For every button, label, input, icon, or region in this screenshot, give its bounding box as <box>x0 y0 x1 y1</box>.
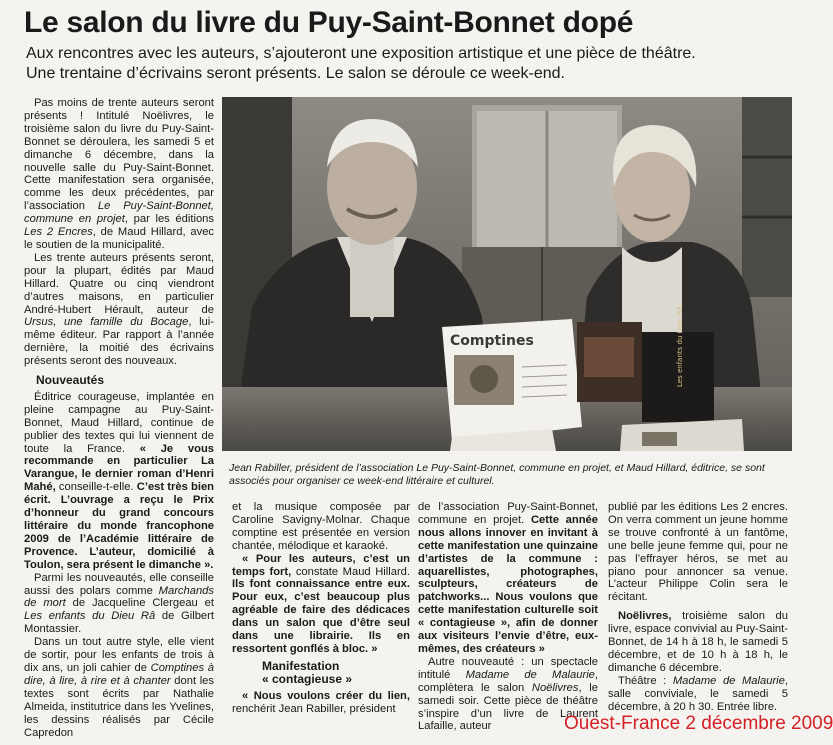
col2-paragraph-3: « Nous voulons créer du lien, renchérit Jean Rabiller, président <box>232 689 410 715</box>
col4-paragraph-3: Théâtre : Madame de Malaurie, salle conviviale, le samedi 5 décembre, à 20 h 30. Entrée libre. <box>608 674 788 713</box>
photo-caption: Jean Rabiller, président de l’association Le Puy-Saint-Bonnet, commune en projet, et Maud Hillard, éditrice, se sont associés pour organiser ce week-end littéraire et culturel. <box>229 462 765 487</box>
newspaper-source: Ouest-France 2 décembre 2009 <box>564 713 833 734</box>
deck <box>26 44 786 84</box>
subhead-nouveautes: Nouveautés <box>36 373 105 388</box>
article-photo <box>222 97 792 451</box>
col4-paragraph-2: Noëlivres, troisième salon du livre, espace convivial au Puy-Saint-Bonnet, de 14 h à 18 h, le samedi 5 décembre, et de 10 h à 18 h, le dimanche 6 décembre. <box>608 610 789 674</box>
col1-paragraph-4: Parmi les nouveautés, elle conseille aussi des polars comme Marchands de mort de Jacqueline Clergeau et Les enfants du Dieu Râ de Gilbert Montassier. <box>24 571 214 636</box>
column-4 <box>608 501 788 714</box>
headline: Le salon du livre du Puy-Saint-Bonnet dopé <box>24 6 634 39</box>
deck-line-2: Une trentaine d’écrivains seront présents. Le salon se déroule ce week-end. <box>26 65 565 82</box>
column-2 <box>232 501 410 716</box>
column-1 <box>24 97 214 739</box>
deck-line-1: Aux rencontres avec les auteurs, s’ajouteront une exposition artistique et une pièce de théâtre. <box>26 45 696 62</box>
photo-illustration <box>222 97 792 451</box>
col3-paragraph-1: de l’association Puy-Saint-Bonnet, commune en projet. Cette année nous allons innover en invitant à cette manifestation une quinzaine d’artistes de la commune : aquarellistes, photographes, sculpteurs, créateurs de patchworks... Nous voulons que cette manifestation culturelle soit « contagieuse », afin de donner aux visiteurs l’envie d’être, eux-mêmes, des créateurs » <box>418 501 599 655</box>
col1-paragraph-5: Dans un tout autre style, elle vient de sortir, pour les enfants de trois à dix ans, un joli cahier de Comptines à dire, à lire, à rire et à chanter dont les textes sont écrits par Nathalie Almeida, institutrice dans les Yvelines, les dessins réalisés par Cécile Capredon <box>24 636 214 739</box>
col2-paragraph-2: « Pour les auteurs, c’est un temps fort, constate Maud Hillard. Ils font connaissance entre eux. Pour eux, c’est beaucoup plus agréable de faire des dédicaces dans un salon que d’être seul dans une librairie. Ils en ressortent gonflés à bloc. » <box>232 552 411 655</box>
col2-paragraph-1: et la musique composée par Caroline Savigny-Molnar. Chaque comptine est présentée en version chantée, mélodique et karaoké. <box>232 501 410 552</box>
col4-paragraph-1: publié par les éditions Les 2 encres. On verra comment un jeune homme se trouve confronté à un fantôme, une belle jeune femme qui, pour ne pas l’effrayer héros, se met au piano pour annoncer sa venue. L’acteur Philippe Colin sera le récitant. <box>608 501 788 604</box>
column-3 <box>418 501 598 733</box>
subhead-manifestation: Manifestation « contagieuse » <box>262 658 353 686</box>
col1-paragraph-3: Éditrice courageuse, implantée en pleine campagne au Puy-Saint-Bonnet, Maud Hillard, continue de publier des textes qui lui viennent de toute la France. « Je vous recommande en particulier La Varangue, le dernier roman d’Henri Mahé, conseille-t-elle. C’est très bien écrit. L’ouvrage a reçu le Prix d’honneur du grand concours littéraire du monde francophone 2009 de l’Académie littéraire de Provence. L’auteur, domicilié à Toulon, sera présent le dimanche ». <box>24 390 215 571</box>
book-cover-word: Comptines <box>450 333 534 349</box>
comptines-book <box>442 319 582 442</box>
col3-paragraph-2: Autre nouveauté : un spectacle intitulé Madame de Malaurie, complètera le salon Noëlivres, le samedi soir. Cette pièce de théâtre s’inspire d’un livre de Laurent Lafaille, auteur <box>418 655 599 733</box>
col1-paragraph-1: Pas moins de trente auteurs seront présents ! Intitulé Noëlivres, le troisième salon du livre du Puy-Saint-Bonnet se déroulera, les samedi 5 et dimanche 6 décembre, dans la nouvelle salle du Puy-Saint-Bonnet. Cette manifestation sera organisée, comme les deux précédentes, par l’association Le Puy-Saint-Bonnet, commune en projet, par les éditions Les 2 Encres, de Maud Hillard, avec le soutien de la municipalité. <box>24 97 215 251</box>
col1-paragraph-2: Les trente auteurs présents seront, pour la plupart, édités par Maud Hillard. Quatre ou cinq viendront d’autres maisons, en particulier André-Hubert Hérault, auteur de Ursus, une famille du Bocage, lui-même éditeur. Par rapport à l’année dernière, la moitié des écrivains présents seront des nouveaux. <box>24 251 214 368</box>
dark-book-title: Les enfants du Dieu Râ <box>676 306 684 387</box>
